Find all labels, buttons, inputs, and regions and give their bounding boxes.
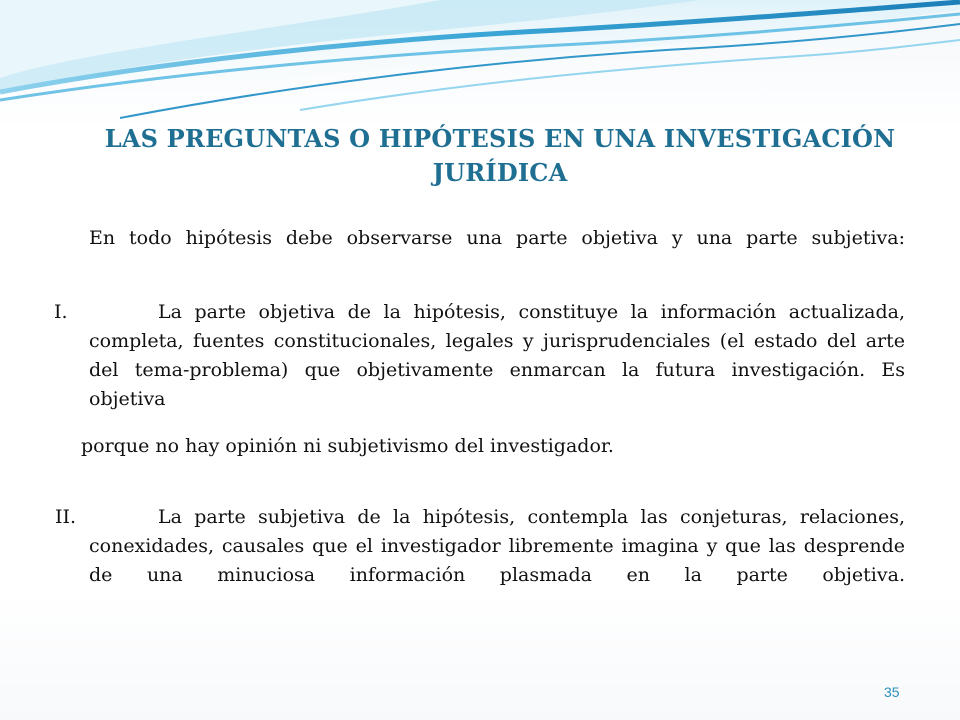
item-text-1: La parte objetiva de la hipótesis, constituye la información actualizada, completa, fuentes constitucionales, legales y jurisprudenciales (el estado del arte del tema-problema) que objetivamente enmarcan la futura investigación. Es objetiva (89, 301, 905, 410)
item-marker-2: II. (55, 506, 77, 528)
item-text-2: La parte subjetiva de la hipótesis, contempla las conjeturas, relaciones, conexidades, causales que el investigador libremente imagina y que las desprende de una minuciosa información plasmada en la parte objetiva. (89, 506, 905, 586)
intro-paragraph: En todo hipótesis debe observarse una parte objetiva y una parte subjetiva: (89, 227, 905, 249)
slide-number: 35 (884, 684, 900, 700)
slide-title: LAS PREGUNTAS O HIPÓTESIS EN UNA INVESTIGACIÓN JURÍDICA (104, 124, 896, 187)
decorative-wave-header (0, 0, 960, 130)
item-marker-1: I. (54, 301, 68, 323)
item-text-1-continuation: porque no hay opinión ni subjetivismo del investigador. (81, 435, 614, 457)
